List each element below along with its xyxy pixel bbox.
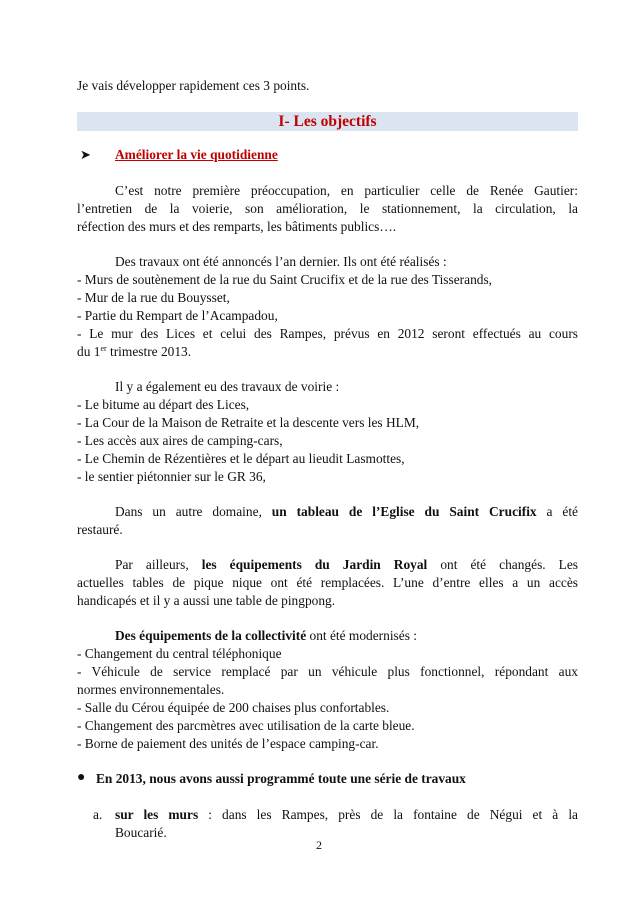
p5-a: Par ailleurs, xyxy=(115,557,202,572)
p3-item: - Les accès aux aires de camping-cars, xyxy=(77,433,283,448)
p2-item: - Le mur des Lices et celui des Rampes, prévus en 2012 seront effectués au cours xyxy=(77,326,578,341)
p2-last-start: du 1 xyxy=(77,344,101,359)
p1-line-2: l’entretien de la voierie, son amélioration, le stationnement, la circulation, la xyxy=(77,201,578,216)
p2-last-line xyxy=(77,343,578,361)
bullet2-bold: En 2013, nous avons aussi programmé toute une série de travaux xyxy=(96,771,466,786)
p6-item: - Véhicule de service remplacé par un véhicule plus fonctionnel, répondant aux xyxy=(77,664,578,679)
p1-line-3: réfection des murs et des remparts, les bâtiments publics…. xyxy=(77,219,397,234)
p4-line-1 xyxy=(77,503,578,521)
p2-item: - Mur de la rue du Bouysset, xyxy=(77,290,230,305)
p6-bold: Des équipements de la collectivité xyxy=(115,628,307,643)
p3-item: - Le bitume au départ des Lices, xyxy=(77,397,250,412)
p3-item: - Le Chemin de Rézentières et le départ au lieudit Lasmottes, xyxy=(77,451,405,466)
p6-item: normes environnementales. xyxy=(77,682,225,697)
p5-line-2: actuelles tables de pique nique ont été remplacées. L’une d’entre elles a un accès xyxy=(77,575,578,590)
intro-text: Je vais développer rapidement ces 3 points. xyxy=(77,78,310,93)
p6-item: - Salle du Cérou équipée de 200 chaises plus confortables. xyxy=(77,700,390,715)
p4-a: Dans un autre domaine, xyxy=(115,504,272,519)
page-number: 2 xyxy=(316,838,322,852)
item-a-rest: : dans les Rampes, près de la fontaine de Négui et à la xyxy=(198,807,578,822)
p5-line-3: handicapés et il y a aussi une table de pingpong. xyxy=(77,593,336,608)
section-heading-bar xyxy=(77,112,578,131)
p2-last-sup: er xyxy=(100,344,107,353)
p4-line-2: restauré. xyxy=(77,522,123,537)
subsection-title: Améliorer la vie quotidienne xyxy=(115,147,278,162)
p6-item: - Changement du central téléphonique xyxy=(77,646,282,661)
p6-rest: ont été modernisés : xyxy=(306,628,417,643)
item-a-line-2: Boucarié. xyxy=(115,825,167,840)
p1-line-1: C’est notre première préoccupation, en particulier celle de Renée Gautier: xyxy=(115,183,578,198)
item-a-line-1 xyxy=(115,806,578,824)
p3-item: - La Cour de la Maison de Retraite et la descente vers les HLM, xyxy=(77,415,420,430)
arrow-bullet-icon: ➤ xyxy=(80,147,91,162)
item-a-marker: a. xyxy=(93,807,103,822)
p6-item: - Changement des parcmètres avec utilisation de la carte bleue. xyxy=(77,718,415,733)
section-heading: I- Les objectifs xyxy=(278,113,377,130)
p2-last-end: trimestre 2013. xyxy=(106,344,192,359)
p2-item: - Partie du Rempart de l’Acampadou, xyxy=(77,308,278,323)
p5-c: ont été changés. Les xyxy=(427,557,579,572)
p3-lead: Il y a également eu des travaux de voirie : xyxy=(115,379,340,394)
p6-item: - Borne de paiement des unités de l’espace camping-car. xyxy=(77,736,379,751)
p5-line-1 xyxy=(77,556,578,574)
p2-lead: Des travaux ont été annoncés l’an dernier. Ils ont été réalisés : xyxy=(115,254,447,269)
p2-item: - Murs de soutènement de la rue du Saint Crucifix et de la rue des Tisserands, xyxy=(77,272,493,287)
item-a-bold: sur les murs xyxy=(115,807,199,822)
p3-item: - le sentier piétonnier sur le GR 36, xyxy=(77,469,266,484)
bullet2-text xyxy=(96,770,578,788)
p5-bold: les équipements du Jardin Royal xyxy=(201,557,428,572)
round-bullet-icon: ● xyxy=(77,770,86,785)
p4-c: a été xyxy=(536,504,578,519)
p4-bold: un tableau de l’Eglise du Saint Crucifix xyxy=(271,504,537,519)
p6-lead xyxy=(77,627,578,645)
